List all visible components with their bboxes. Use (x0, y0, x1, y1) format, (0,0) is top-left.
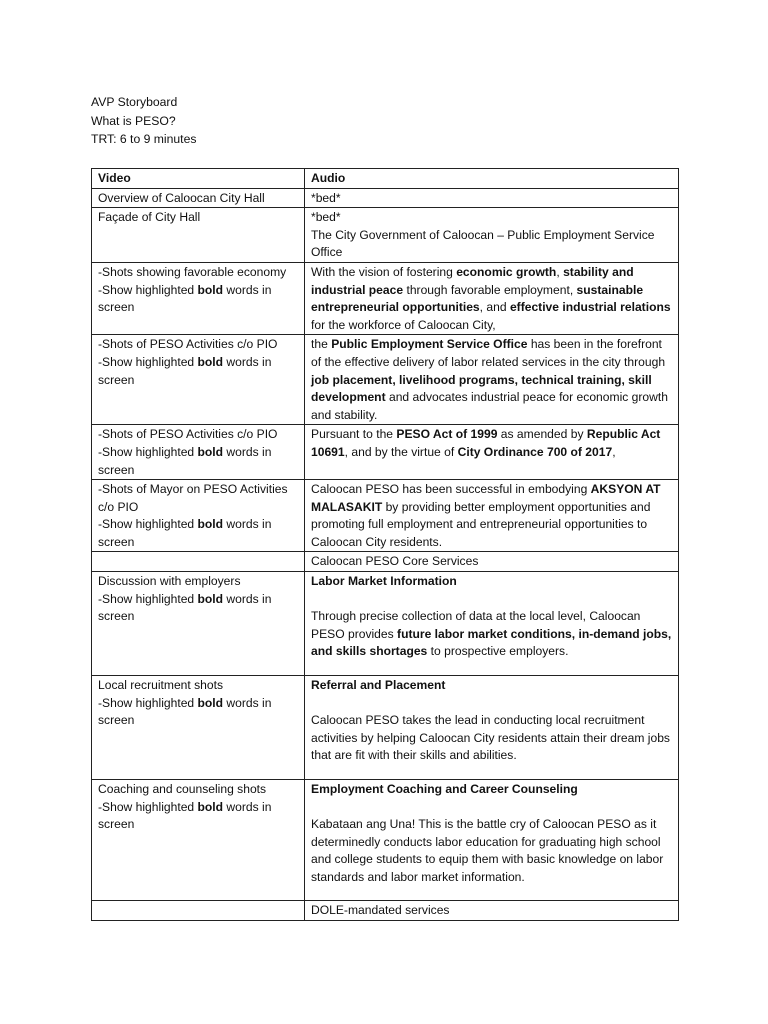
video-line (98, 264, 298, 282)
text-run: for the workforce of Caloocan City, (311, 317, 496, 332)
audio-paragraph (311, 712, 672, 765)
audio-paragraph (311, 227, 672, 262)
bold-run: Employment Coaching and Career Counseling (311, 782, 578, 797)
bold-run: economic growth (456, 264, 557, 279)
video-line (98, 781, 298, 799)
text-run: -Show highlighted (98, 282, 198, 297)
text-run: -Shots of PESO Activities c/o PIO (98, 337, 278, 352)
video-cell (92, 335, 305, 425)
table-row (92, 188, 679, 208)
video-line (98, 444, 298, 479)
video-line (98, 336, 298, 354)
video-cell (92, 901, 305, 921)
text-run: Façade of City Hall (98, 210, 201, 225)
audio-paragraph (311, 209, 672, 227)
bold-run: stability and industrial peace (311, 264, 634, 297)
video-line (98, 677, 298, 695)
text-run: -Show highlighted (98, 517, 198, 532)
doc-title: AVP Storyboard (91, 95, 178, 109)
video-line (98, 354, 298, 389)
text-run: Through precise collection of data at the local level, Caloocan PESO provides (311, 609, 641, 641)
text-run: as amended by (497, 427, 587, 442)
audio-cell (305, 780, 679, 901)
table-row (92, 780, 679, 901)
video-cell (92, 262, 305, 334)
text-run: Caloocan PESO takes the lead in conducting local recruitment activities by helping Caloocan City residents attain their dream jobs that are fit with their skills and abilities. (311, 713, 670, 763)
storyboard-table (91, 168, 679, 921)
audio-cell (305, 335, 679, 425)
text-run: *bed* (311, 190, 341, 205)
text-run: words in screen (98, 444, 272, 477)
audio-paragraph (311, 264, 672, 334)
bold-run: Public Employment Service Office (331, 337, 528, 352)
video-column-header: Video (92, 169, 305, 189)
table-row (92, 901, 679, 921)
audio-paragraph (311, 573, 672, 591)
text-run: -Shots of Mayor on PESO Activities c/o PIO (98, 482, 288, 514)
text-run: With the vision of fostering (311, 264, 457, 279)
audio-cell (305, 552, 679, 572)
audio-paragraph (311, 816, 672, 886)
bold-word: bold (197, 695, 224, 710)
video-cell (92, 188, 305, 208)
text-run: Caloocan PESO has been successful in embodying (311, 482, 591, 497)
audio-cell (305, 425, 679, 480)
table-row (92, 480, 679, 552)
text-run: -Show highlighted (98, 591, 198, 606)
video-cell (92, 676, 305, 780)
text-run: words in screen (98, 354, 272, 387)
bold-run: Labor Market Information (311, 574, 457, 589)
audio-paragraph (311, 481, 672, 551)
text-run: , and (479, 300, 510, 315)
audio-paragraph (311, 336, 672, 424)
audio-paragraph (311, 553, 672, 571)
audio-paragraph (311, 677, 672, 695)
video-line (98, 516, 298, 551)
video-cell (92, 552, 305, 572)
text-run: the (311, 337, 332, 352)
doc-runtime: TRT: 6 to 9 minutes (91, 132, 197, 146)
bold-word: bold (197, 282, 224, 297)
audio-paragraph (311, 190, 672, 208)
text-run: DOLE-mandated services (311, 903, 450, 918)
text-run: words in screen (98, 695, 272, 728)
video-cell (92, 780, 305, 901)
audio-cell (305, 480, 679, 552)
table-row (92, 552, 679, 572)
text-run: Overview of Caloocan City Hall (98, 190, 265, 205)
video-line (98, 573, 298, 591)
text-run: -Show highlighted (98, 354, 198, 369)
text-run: , (556, 264, 564, 279)
table-row (92, 572, 679, 676)
paragraph-gap (311, 799, 672, 817)
text-run: The City Government of Caloocan – Public Employment Service Office (311, 227, 655, 260)
table-header-row (92, 169, 679, 189)
text-run: -Show highlighted (98, 695, 198, 710)
audio-paragraph (311, 426, 672, 461)
text-run: has been in the forefront of the effective delivery of labor related services in the city through (311, 337, 666, 369)
text-run: by providing better employment opportunities and promoting full employment and entrepreneurial opportunities to Caloocan City residents. (311, 499, 651, 549)
text-run: Caloocan PESO Core Services (311, 554, 479, 569)
document-header (91, 93, 196, 149)
text-run: to prospective employers. (427, 644, 569, 659)
text-run: , and by the virtue of (344, 444, 458, 459)
text-run: and advocates industrial peace for economic growth and stability. (311, 390, 668, 422)
video-line (98, 591, 298, 626)
text-run: Kabataan ang Una! This is the battle cry of Caloocan PESO as it determinedly conducts labor education for graduating high school and college students to equip them with basic knowledge on labor standards and labor market information. (311, 817, 664, 885)
audio-cell (305, 572, 679, 676)
paragraph-gap (311, 695, 672, 713)
text-run: Pursuant to the (311, 427, 397, 442)
audio-cell (305, 208, 679, 263)
video-line (98, 481, 298, 516)
bold-word: bold (197, 591, 224, 606)
video-line (98, 695, 298, 730)
text-run: words in screen (98, 517, 272, 549)
table-row (92, 425, 679, 480)
text-run: words in screen (98, 799, 272, 832)
text-run: Local recruitment shots (98, 678, 224, 693)
audio-paragraph (311, 608, 672, 661)
bold-run: City Ordinance 700 of 2017 (457, 444, 613, 459)
video-line (98, 190, 298, 208)
video-cell (92, 208, 305, 263)
text-run: -Show highlighted (98, 799, 198, 814)
text-run: *bed* (311, 210, 341, 225)
table-row (92, 335, 679, 425)
bold-run: effective industrial relations (509, 300, 671, 315)
audio-cell (305, 901, 679, 921)
audio-paragraph (311, 781, 672, 799)
text-run: , (612, 444, 616, 459)
doc-subtitle: What is PESO? (91, 113, 176, 128)
bold-run: job placement, livelihood programs, technical training, skill development (311, 372, 652, 405)
video-line (98, 282, 298, 317)
bold-word: bold (197, 517, 224, 532)
text-run: through favorable employment, (403, 282, 577, 297)
video-line (98, 799, 298, 834)
audio-cell (305, 188, 679, 208)
bold-run: future labor market conditions, in-demand jobs, and skills shortages (311, 626, 672, 659)
table-row (92, 208, 679, 263)
bold-run: AKSYON AT MALASAKIT (311, 482, 661, 514)
bold-run: PESO Act of 1999 (396, 427, 498, 442)
video-cell (92, 425, 305, 480)
bold-word: bold (197, 354, 224, 369)
video-line (98, 426, 298, 444)
video-cell (92, 480, 305, 552)
video-cell (92, 572, 305, 676)
text-run: words in screen (98, 282, 272, 315)
bold-run: Republic Act 10691 (311, 427, 661, 459)
video-line (98, 209, 298, 227)
text-run: Discussion with employers (98, 574, 241, 589)
bold-word: bold (197, 444, 224, 459)
audio-paragraph (311, 902, 672, 920)
table-row (92, 676, 679, 780)
bold-word: bold (197, 799, 224, 814)
text-run: words in screen (98, 591, 272, 624)
bold-run: Referral and Placement (311, 678, 446, 693)
text-run: Coaching and counseling shots (98, 782, 267, 797)
text-run: -Shots of PESO Activities c/o PIO (98, 427, 278, 442)
text-run: -Show highlighted (98, 444, 198, 459)
text-run: -Shots showing favorable economy (98, 264, 287, 279)
table-row (92, 262, 679, 334)
audio-column-header: Audio (305, 169, 679, 189)
audio-cell (305, 262, 679, 334)
bold-run: sustainable entrepreneurial opportunities (311, 282, 644, 315)
paragraph-gap (311, 591, 672, 609)
audio-cell (305, 676, 679, 780)
